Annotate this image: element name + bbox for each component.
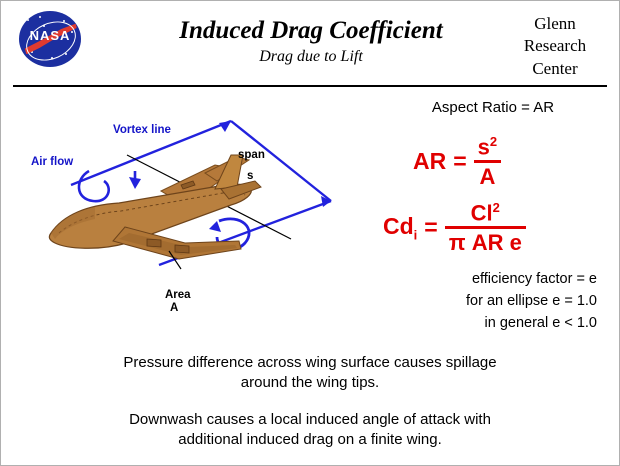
title-block [111,17,511,66]
org-line-3: Center [532,58,578,78]
aspect-ratio-definition: Aspect Ratio = AR [431,99,555,116]
description-p2-line2: additional induced drag on a finite wing. [178,430,442,448]
efficiency-note-2: for an ellipse e = 1.0 [466,292,597,309]
ar-fraction-bar [474,160,501,163]
logo-wordmark: NASA [29,28,71,43]
efficiency-note-3: in general e < 1.0 [484,314,597,331]
efficiency-notes [371,269,615,334]
ar-numerator-exponent: 2 [489,134,498,149]
page-title: Induced Drag Coefficient [179,17,443,44]
cdi-equals: = [424,214,438,241]
aircraft-diagram [9,93,369,343]
description-paragraph-2 [1,410,619,451]
efficiency-note-1: efficiency factor = e [471,271,597,287]
ar-lhs: AR [413,148,447,175]
area-label: Area [165,289,191,301]
description-p2-line1: Downwash causes a local induced angle of attack with [129,410,491,428]
organization-block [505,13,605,80]
area-symbol-label: A [170,302,179,314]
description-p1-line1: Pressure difference across wing surface causes spillage [123,354,497,371]
cdi-lhs-subscript: i [413,227,418,243]
equation-induced-drag [383,201,526,255]
org-line-2: Research [523,36,587,56]
cdi-numerator-exponent: 2 [492,200,500,215]
vortex-curl-left [79,171,141,201]
aircraft-diagram-svg [9,93,369,343]
span-label: span [238,149,265,161]
page-subtitle: Drag due to Lift [259,47,363,65]
nasa-meatball-icon [19,11,81,67]
vortex-arrow-1 [219,121,231,132]
description-p1-line2: around the wing tips. [240,374,380,392]
ar-equals: = [453,148,467,175]
span-symbol-label: s [247,170,254,182]
ar-fraction [474,135,501,189]
equations-panel [371,93,615,343]
header-divider [13,85,607,87]
aircraft-body [49,155,261,269]
nasa-logo [15,9,87,69]
cdi-lhs: $Cd_i$ [383,212,418,243]
equation-aspect-ratio [413,135,501,189]
ar-numerator: $s^2$ [477,134,498,160]
cdi-numerator: Cl$^2$ [470,200,500,226]
air-flow-label: Air flow [31,156,74,168]
ar-denominator: A [479,164,496,190]
bottom-description [1,353,619,450]
cdi-fraction [445,201,526,255]
cdi-denominator: π AR e [448,230,522,256]
org-line-1: Glenn [534,14,576,33]
header [1,1,619,85]
cdi-fraction-bar [445,226,526,229]
description-paragraph-1 [1,353,619,394]
vortex-line-label: Vortex line [113,124,171,136]
